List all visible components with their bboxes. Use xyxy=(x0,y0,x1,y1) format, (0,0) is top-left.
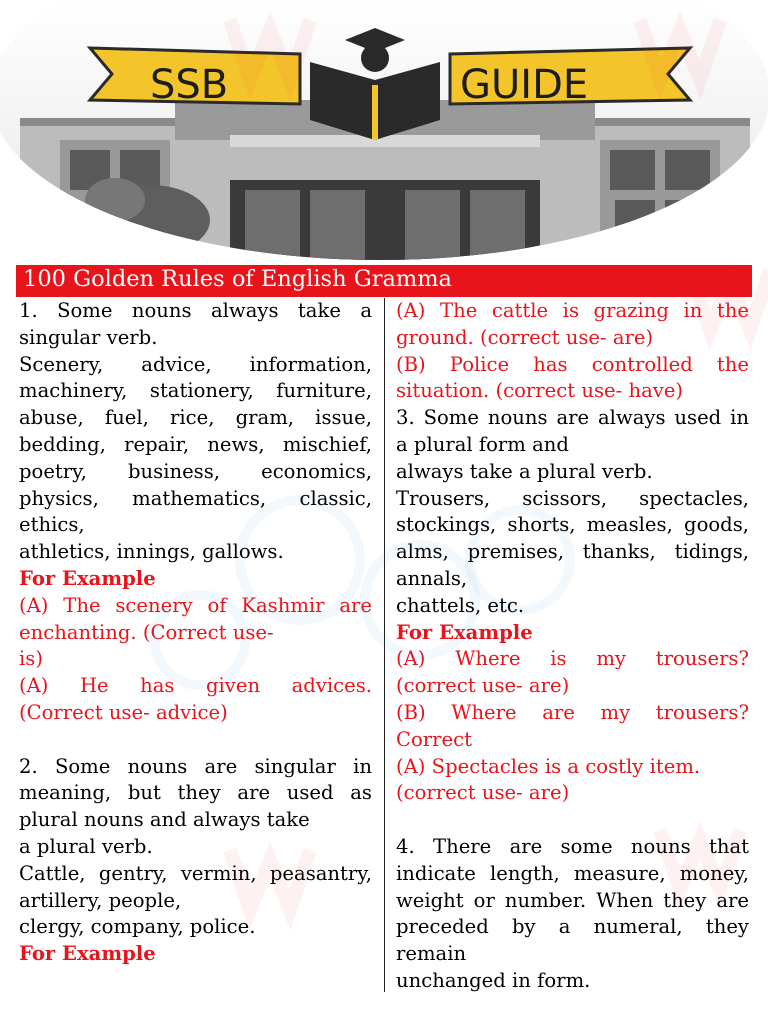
example-3a-end: (correct use- are) xyxy=(396,674,570,698)
rule-3: 3. Some nouns are always used in a plural form and xyxy=(396,406,749,456)
rule-1-line-2: singular verb. xyxy=(19,325,158,349)
rule-1-list-end: athletics, innings, gallows. xyxy=(19,540,284,564)
example-3b-end: Correct xyxy=(396,727,472,751)
rule-4-end: unchanged in form. xyxy=(396,968,591,992)
example-3a: (A) Where is my trousers? xyxy=(396,647,749,671)
title-bar xyxy=(16,265,752,297)
example-1b: (A) He has given advices. xyxy=(19,674,372,698)
example-1a: (A) The scenery of Kashmir are enchanting. (Correct use- xyxy=(19,593,372,644)
for-example-heading-1: For Example xyxy=(19,566,156,590)
for-example-heading-3: For Example xyxy=(396,620,533,644)
rule-2-end: a plural verb. xyxy=(19,834,153,858)
header-banner xyxy=(0,0,768,262)
example-3c: (A) Spectacles is a costly item. xyxy=(396,754,701,778)
example-3b: (B) Where are my trousers? xyxy=(396,700,749,724)
example-2b: (B) Police has controlled the xyxy=(396,352,749,376)
example-2b-end: situation. (correct use- have) xyxy=(396,379,684,403)
for-example-heading-2: For Example xyxy=(19,942,156,966)
rule-1-list: Scenery, advice, information, machinery, stationery, furniture, abuse, fuel, rice, gram, issue, bedding, repair, news, mischief, poetry, business, economics, physics, mathematics, classic, ethics, xyxy=(19,352,372,537)
example-1b-end: (Correct use- advice) xyxy=(19,700,228,724)
column-divider xyxy=(384,298,385,992)
rule-3-list: Trousers, scissors, spectacles, stockings, shorts, measles, goods, alms, premises, thanks, tidings, annals, xyxy=(396,486,749,590)
example-2a: (A) The cattle is grazing in the xyxy=(396,299,749,322)
example-2a-end: ground. (correct use- are) xyxy=(396,325,654,349)
rule-2-list-end: clergy, company, police. xyxy=(19,915,256,939)
rule-2-list: Cattle, gentry, vermin, peasantry, artillery, people, xyxy=(19,861,372,912)
right-column xyxy=(396,298,749,995)
example-3c-end: (correct use- are) xyxy=(396,781,570,805)
logo-left-text: SSB xyxy=(150,62,229,108)
example-1a-end: is) xyxy=(19,647,43,671)
rule-1-line-1: 1. Some nouns always take a xyxy=(19,299,372,322)
logo-right-text: GUIDE xyxy=(460,62,589,108)
rule-3-list-end: chattels, etc. xyxy=(396,593,525,617)
left-column xyxy=(19,298,372,968)
page-title: 100 Golden Rules of English Gramma xyxy=(23,266,452,292)
rule-4: 4. There are some nouns that indicate length, measure, money, weight or number. When they are preceded by a numeral, they remain xyxy=(396,834,749,966)
rule-3-end: always take a plural verb. xyxy=(396,459,653,483)
rule-2: 2. Some nouns are singular in meaning, but they are used as plural nouns and always take xyxy=(19,754,372,832)
